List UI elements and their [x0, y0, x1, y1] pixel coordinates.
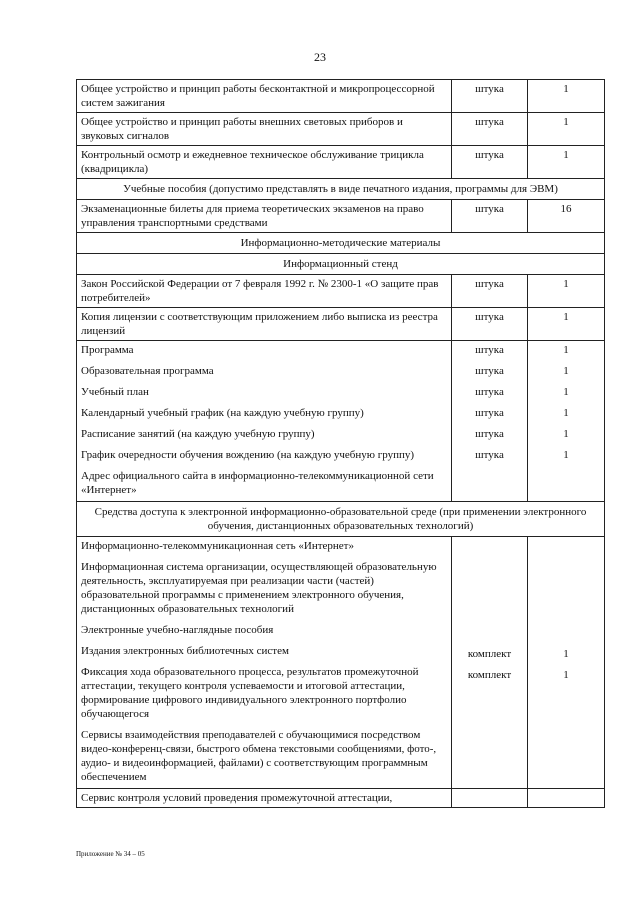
list-item-unit: штука [475, 365, 504, 377]
item-unit: штука [452, 275, 528, 308]
item-qty [528, 789, 605, 808]
table-row [77, 146, 605, 179]
list-item: Учебный план [81, 386, 149, 398]
list-item: Информационная система организации, осуществляющей образовательную деятельность, эксплуатируемая при реализации части (частей) образовательной программы с применением электронного обучения, дистанционных образовательных технологий [81, 561, 437, 615]
item-name: Контрольный осмотр и ежедневное техническое обслуживание трицикла (квадрицикла) [77, 146, 452, 179]
e-item-units [452, 537, 528, 789]
item-qty: 1 [528, 146, 605, 179]
item-qty: 16 [528, 200, 605, 233]
table-row [77, 308, 605, 341]
list-item: Программа [81, 344, 134, 356]
list-item: Фиксация хода образовательного процесса, результатов промежуточной аттестации, текущего контроля успеваемости и итоговой аттестации, формирование цифрового индивидуального электронного портфолио обучающегося [81, 666, 419, 720]
list-item-qty: 1 [563, 407, 569, 419]
table-row [77, 275, 605, 308]
list-item-qty: 1 [563, 428, 569, 440]
stand-item-units [452, 341, 528, 502]
list-item-qty: 1 [563, 365, 569, 377]
list-item-unit: комплект [467, 669, 512, 681]
section-row [77, 179, 605, 200]
list-item: График очередности обучения вождению (на каждую учебную группу) [81, 449, 415, 461]
stand-item-qtys [528, 341, 605, 502]
item-name: Копия лицензии с соответствующим приложением либо выписка из реестра лицензий [77, 308, 452, 341]
list-item: Расписание занятий (на каждую учебную группу) [81, 428, 315, 440]
item-unit: штука [452, 80, 528, 113]
list-item-qty: 1 [563, 344, 569, 356]
item-qty: 1 [528, 113, 605, 146]
table-row [77, 200, 605, 233]
item-name: Общее устройство и принцип работы бесконтактной и микропроцессорной систем зажигания [77, 80, 452, 113]
list-item: Информационно-телекоммуникационная сеть «Интернет» [81, 540, 354, 552]
list-item: Электронные учебно-наглядные пособия [81, 624, 274, 636]
list-item: Издания электронных библиотечных систем [81, 645, 289, 657]
table-row [77, 80, 605, 113]
item-name: Общее устройство и принцип работы внешних световых приборов и звуковых сигналов [77, 113, 452, 146]
e-item-qtys [528, 537, 605, 789]
item-unit: штука [452, 200, 528, 233]
section-row [77, 254, 605, 275]
list-item-unit: штука [475, 344, 504, 356]
list-item: Адрес официального сайта в информационно-телекоммуникационной сети «Интернет» [81, 470, 434, 496]
section-info-stand: Информационный стенд [77, 254, 605, 275]
page-number: 23 [314, 50, 326, 64]
item-qty: 1 [528, 308, 605, 341]
section-manuals: Учебные пособия (допустимо представлять в виде печатного издания, программы для ЭВМ) [77, 179, 605, 200]
list-item: Образовательная программа [81, 365, 214, 377]
item-unit: штука [452, 146, 528, 179]
list-item-unit: штука [475, 428, 504, 440]
stand-item-names [77, 341, 452, 502]
e-item-names [77, 537, 452, 789]
list-item-qty: 1 [563, 449, 569, 461]
item-qty: 1 [528, 80, 605, 113]
list-item-unit: комплект [467, 648, 512, 660]
section-e-access: Средства доступа к электронной информационно-образовательной среде (при применении электронного обучения, дистанционных образовательных технологий) [77, 502, 605, 537]
section-info-materials: Информационно-методические материалы [77, 233, 605, 254]
list-item-unit: штука [475, 449, 504, 461]
item-name: Сервис контроля условий проведения промежуточной аттестации, [77, 789, 452, 808]
item-name: Экзаменационные билеты для приема теоретических экзаменов на право управления транспортными средствами [77, 200, 452, 233]
table-row [77, 789, 605, 808]
list-item-qty: 1 [563, 648, 569, 660]
list-item-qty: 1 [563, 386, 569, 398]
item-unit [452, 789, 528, 808]
stand-items-row [77, 341, 605, 502]
item-unit: штука [452, 308, 528, 341]
list-item-unit: штука [475, 386, 504, 398]
table-row [77, 113, 605, 146]
list-item-unit: штука [475, 407, 504, 419]
item-name: Закон Российской Федерации от 7 февраля 1992 г. № 2300-1 «О защите прав потребителей» [77, 275, 452, 308]
e-items-row [77, 537, 605, 789]
footer-note: Приложение № 34 – 05 [76, 850, 145, 858]
list-item-qty: 1 [563, 669, 569, 681]
item-unit: штука [452, 113, 528, 146]
equipment-table [76, 79, 605, 808]
section-row [77, 502, 605, 537]
list-item: Сервисы взаимодействия преподавателей с обучающимися посредством видео-конференц-связи, быстрого обмена текстовыми сообщениями, фото-, аудио- и видеоинформацией, файлами) с соответствующим программным обеспечением [81, 729, 437, 783]
section-row [77, 233, 605, 254]
list-item: Календарный учебный график (на каждую учебную группу) [81, 407, 364, 419]
item-qty: 1 [528, 275, 605, 308]
